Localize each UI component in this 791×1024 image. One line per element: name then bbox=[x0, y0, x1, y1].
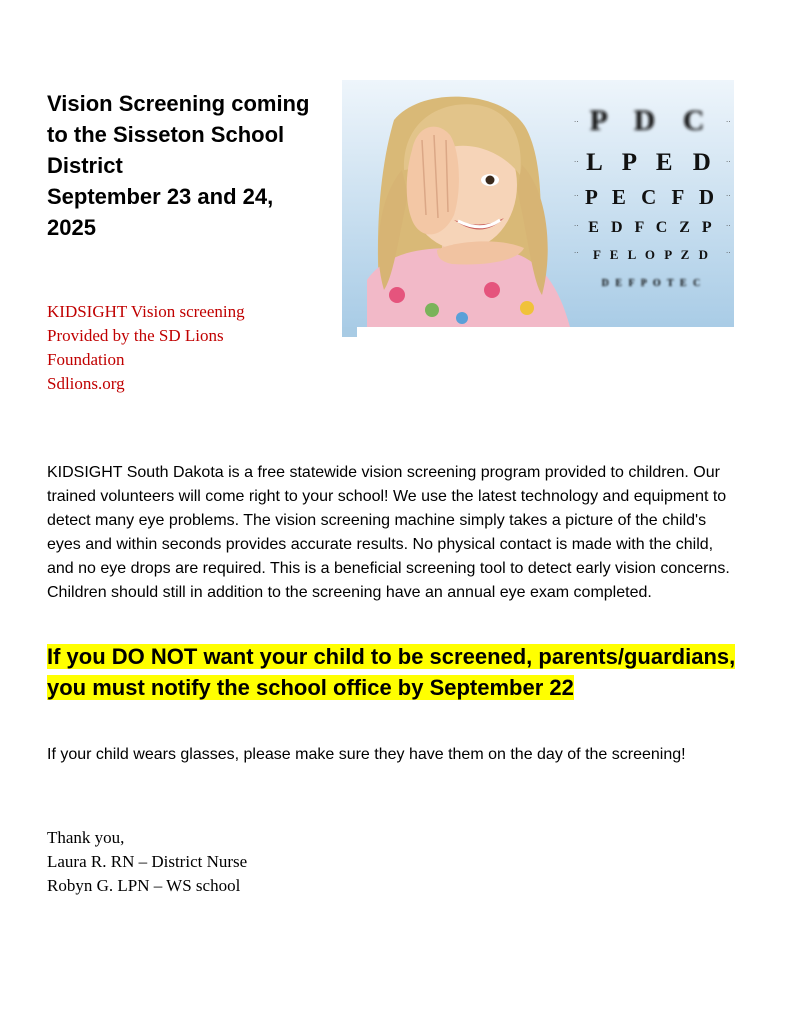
glasses-reminder: If your child wears glasses, please make sure they have them on the day of the screening! bbox=[47, 746, 686, 763]
eye-chart-row: F E L O P Z D bbox=[593, 247, 711, 262]
title-line: District bbox=[47, 153, 123, 178]
program-description: KIDSIGHT South Dakota is a free statewide vision screening program provided to children. Our trained volunteers will come right to your school! We use the latest technology and equipment to detect many eye problems. The vision screening machine simply takes a picture of the child's eyes and within seconds provides accurate results. No physical contact is made with the child, and no eye drops are required. This is a beneficial screening tool to detect early vision concerns. Children should still in addition to the screening have an annual eye exam completed. bbox=[47, 464, 730, 601]
provider-line: Provided by the SD Lions bbox=[47, 326, 224, 345]
svg-text:··: ·· bbox=[574, 249, 579, 257]
svg-text:··: ·· bbox=[574, 118, 579, 126]
svg-text:··: ·· bbox=[726, 158, 731, 166]
signature-line: Thank you, bbox=[47, 828, 125, 847]
provider-line: Foundation bbox=[47, 350, 125, 369]
svg-text:··: ·· bbox=[726, 118, 731, 126]
signature-block bbox=[47, 826, 447, 898]
title-line: 2025 bbox=[47, 215, 96, 240]
title-line: September 23 and 24, bbox=[47, 184, 274, 209]
svg-text:··: ·· bbox=[726, 192, 731, 200]
svg-text:··: ·· bbox=[574, 192, 579, 200]
signature-line: Robyn G. LPN – WS school bbox=[47, 876, 241, 895]
title-line: to the Sisseton School bbox=[47, 122, 285, 147]
eye-chart-row: E D F C Z P bbox=[588, 219, 716, 236]
provider-info bbox=[47, 300, 307, 396]
svg-text:··: ·· bbox=[726, 249, 731, 257]
opt-out-notice-text: If you DO NOT want your child to be screened, parents/guardians, you must notify the school office by September 22 bbox=[47, 644, 736, 700]
provider-website: Sdlions.org bbox=[47, 374, 125, 393]
eye-chart-row: D E F P O T E C bbox=[601, 278, 703, 289]
page-title bbox=[47, 88, 337, 243]
photo-border-accent bbox=[342, 327, 357, 337]
opt-out-notice bbox=[47, 641, 737, 703]
photo-illustration bbox=[342, 80, 734, 327]
svg-text:··: ·· bbox=[574, 222, 579, 230]
svg-text:··: ·· bbox=[726, 222, 731, 230]
eye-chart-row: P E C F D bbox=[584, 185, 720, 209]
child-eye-chart-photo bbox=[342, 80, 734, 327]
svg-text:··: ·· bbox=[574, 158, 579, 166]
eye-chart-row: P D C bbox=[589, 104, 715, 137]
signature-line: Laura R. RN – District Nurse bbox=[47, 852, 248, 871]
title-line: Vision Screening coming bbox=[47, 91, 310, 116]
provider-line: KIDSIGHT Vision screening bbox=[47, 302, 245, 321]
eye-chart-row: L P E D bbox=[586, 149, 718, 176]
